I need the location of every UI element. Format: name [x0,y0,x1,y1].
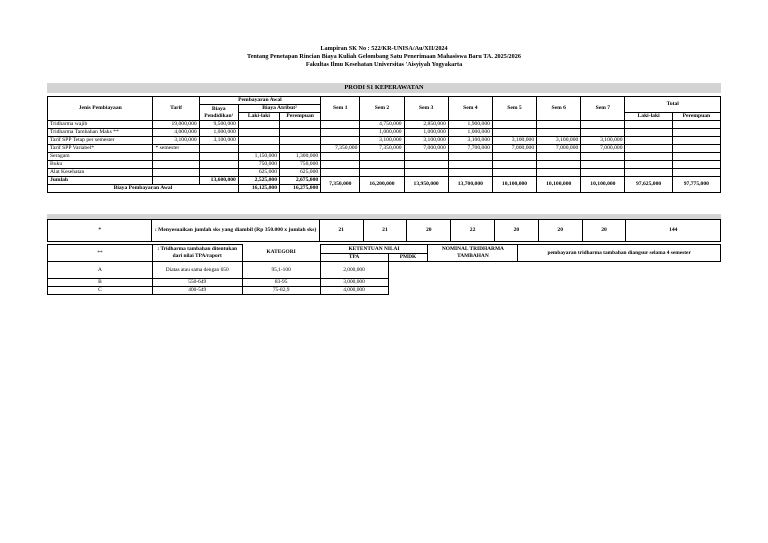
jumlah-s2: 16,200,000 [360,177,404,193]
cell-s7 [581,129,625,137]
kategori-cell-kat: A [48,262,153,279]
cell-jenis: Tarif SPP Variabel* [48,145,153,153]
cell-jenis: Tarif SPP Tetap per semester [48,137,153,145]
cell-tl [625,153,672,161]
cell-s2: 7,350,000 [360,145,404,153]
cell-tarif: 4,000,000 [153,129,199,137]
jumlah-total-perempuan: 97,775,000 [672,177,720,193]
cell-s2 [360,161,404,169]
kategori-cell-tpa: 400-549 [152,287,242,295]
cell-bp: 9,500,000 [199,121,238,129]
cell-jenis: Tridharma wajib [48,121,153,129]
col-total-perempuan: Perempuan [672,113,720,121]
sks-s5: 20 [494,220,538,242]
cell-s5: 3,100,000 [492,137,536,145]
kategori-cell-kat: C [48,287,153,295]
cell-s6 [537,153,581,161]
col-sem4: Sem 4 [448,97,492,121]
cell-s7 [581,121,625,129]
cell-ap [280,121,321,129]
cell-tarif: 19,000,000 [153,121,199,129]
jumlah-s7: 10,100,000 [581,177,625,193]
kategori-cell-pmdk: 83-95 [242,279,320,287]
biaya-awal-laki: 16,125,000 [238,185,279,193]
cell-ap: 1,300,000 [280,153,321,161]
kategori-cell-tpa: Diatas atau sama dengan 650 [152,262,242,279]
cell-bp: 1,000,000 [199,129,238,137]
cell-s1 [321,169,360,177]
cell-bp [199,169,238,177]
cell-s4: 1,900,000 [448,121,492,129]
cell-s3 [404,153,448,161]
kategori-cell-nom: 3,000,000 [320,279,388,287]
cell-tp [672,169,720,177]
tridharma-note: pembayaran tridharma tambahan diangsur selama 4 semester [518,245,721,262]
cell-tp [672,145,720,153]
cell-s6: 3,100,000 [537,137,581,145]
col-jenis: Jenis Pembiayaan [48,97,153,121]
cell-ap [280,145,321,153]
cell-jenis: Tridharma Tambahan Maks ** [48,129,153,137]
sks-s7: 20 [582,220,626,242]
cell-s2: 1,000,000 [360,129,404,137]
sks-s1: 21 [319,220,363,242]
doc-title-line3: Fakultas Ilmu Kesehatan Universitas 'Aisyiyah Yogyakarta [305,61,463,68]
cell-ap: 625,000 [280,169,321,177]
cell-tp [672,121,720,129]
jumlah-label: Jumlah [48,177,153,185]
tridharma-text: : Tridharma tambahan ditentukan dari nilai TPA/raport [152,245,242,262]
ketentuan-header: KETENTUAN NILAI [320,245,428,254]
cell-tarif: 3,100,000 [153,137,199,145]
sks-s3: 20 [407,220,451,242]
pmdk-header: PMDK [388,254,428,262]
cell-bp [199,153,238,161]
kategori-row [48,262,721,279]
jumlah-s5: 10,100,000 [492,177,536,193]
biaya-awal-perempuan: 16,275,000 [280,185,321,193]
cell-s7 [581,169,625,177]
table-row [48,145,721,153]
cell-tarif: * semester [153,145,199,153]
table-row [48,121,721,129]
cell-al [238,129,279,137]
cell-s5 [492,129,536,137]
cell-ap [280,129,321,137]
tpa-header: TPA [320,254,388,262]
cell-tp [672,161,720,169]
kategori-cell-nom: 4,000,000 [320,287,388,295]
jumlah-ap: 2,675,000 [280,177,321,185]
cell-tarif [153,153,199,161]
cell-s6 [537,161,581,169]
cell-tp [672,153,720,161]
kategori-cell-nom: 2,000,000 [320,262,388,279]
cell-tl [625,161,672,169]
col-sem5: Sem 5 [492,97,536,121]
col-sem7: Sem 7 [581,97,625,121]
jumlah-s3: 13,950,000 [404,177,448,193]
col-biaya-pendidikan: Biaya Pendidikan¹ [199,105,238,121]
cell-s4 [448,169,492,177]
cell-bp [199,145,238,153]
cell-s4: 3,100,000 [448,137,492,145]
table-row [48,169,721,177]
table-row [48,129,721,137]
col-sem2: Sem 2 [360,97,404,121]
jumlah-al: 2,525,000 [238,177,279,185]
cell-al [238,121,279,129]
jumlah-s6: 10,100,000 [537,177,581,193]
cell-al: 1,150,000 [238,153,279,161]
nominal-header: NOMINAL TRIDHARMA TAMBAHAN [428,245,518,262]
col-total-laki: Laki-laki [625,113,672,121]
cell-s4: 1,000,000 [448,129,492,137]
cell-jenis: Alat Kesehatan [48,169,153,177]
jumlah-s1: 7,350,000 [321,177,360,193]
cell-tp [672,137,720,145]
fee-table [47,96,721,193]
cell-s4 [448,153,492,161]
kategori-cell-kat: B [48,279,153,287]
cell-bp: 3,100,000 [199,137,238,145]
kategori-cell-pmdk: 95,1-100 [242,262,320,279]
cell-s7: 3,100,000 [581,137,625,145]
sks-mark: * [48,220,152,242]
cell-al [238,145,279,153]
cell-tl [625,121,672,129]
table-row [48,153,721,161]
cell-al: 750,000 [238,161,279,169]
cell-tl [625,145,672,153]
cell-bp [199,161,238,169]
cell-s2 [360,153,404,161]
col-pembayaran-awal: Pembayaran Awal [199,97,321,105]
tridharma-mark: ** [48,245,153,262]
sks-s6: 20 [538,220,582,242]
cell-s1 [321,153,360,161]
sks-text: : Menyesuaikan jumlah sks yang diambil (Rp 350.000 x jumlah sks) [152,220,319,242]
cell-s5 [492,161,536,169]
cell-s3: 1,000,000 [404,129,448,137]
cell-tp [672,129,720,137]
prodi-band: PRODI S1 KEPERAWATAN [47,83,721,93]
cell-tarif [153,161,199,169]
cell-s4 [448,161,492,169]
cell-ap [280,137,321,145]
cell-s3: 7,000,000 [404,145,448,153]
tridharma-table [47,244,721,295]
cell-s6 [537,169,581,177]
jumlah-s4: 13,700,000 [448,177,492,193]
cell-s6 [537,129,581,137]
cell-s7: 7,000,000 [581,145,625,153]
cell-s3 [404,169,448,177]
doc-title-line1: Lampiran SK No : 522/KR-UNISA/Au/XII/2024 [320,45,448,52]
col-atribut-laki: Laki-laki [238,113,279,121]
cell-jenis: Buku [48,161,153,169]
cell-s7 [581,153,625,161]
col-atribut-perempuan: Perempuan [280,113,321,121]
cell-tl [625,169,672,177]
jumlah-total-laki: 97,625,000 [625,177,672,193]
cell-s3 [404,161,448,169]
col-sem6: Sem 6 [537,97,581,121]
cell-s5 [492,153,536,161]
cell-s5 [492,169,536,177]
cell-jenis: Seragam [48,153,153,161]
cell-al [238,137,279,145]
cell-s1 [321,161,360,169]
cell-tarif [153,169,199,177]
cell-s3: 3,100,000 [404,137,448,145]
cell-s4: 7,700,000 [448,145,492,153]
cell-s1 [321,129,360,137]
cell-ap: 750,000 [280,161,321,169]
kategori-row [48,287,721,295]
table-row [48,161,721,169]
col-total: Total [625,97,721,113]
col-sem1: Sem 1 [321,97,360,121]
cell-s2: 4,750,000 [360,121,404,129]
kategori-row [48,279,721,287]
sks-s2: 21 [363,220,407,242]
sks-table [47,219,721,242]
table-row [48,137,721,145]
cell-s6: 7,000,000 [537,145,581,153]
cell-s6 [537,121,581,129]
jumlah-bp: 13,600,000 [199,177,238,185]
cell-s5: 7,000,000 [492,145,536,153]
kategori-cell-tpa: 550-649 [152,279,242,287]
col-biaya-atribut: Biaya Atribut² [238,105,320,113]
cell-s1: 7,350,000 [321,145,360,153]
sks-s4: 22 [451,220,495,242]
kategori-cell-pmdk: 75-82,9 [242,287,320,295]
cell-s3: 2,850,000 [404,121,448,129]
kategori-header: KATEGORI [242,245,320,262]
sks-total: 144 [626,220,721,242]
cell-s5 [492,121,536,129]
cell-s7 [581,161,625,169]
doc-title-line2: Tentang Penetapan Rincian Biaya Kuliah Gelombang Satu Penerimaan Mahasiswa Baru TA. 2025/2026 [247,53,521,60]
cell-s1 [321,121,360,129]
cell-s2 [360,169,404,177]
cell-tl [625,137,672,145]
cell-s1 [321,137,360,145]
cell-s2: 3,100,000 [360,137,404,145]
biaya-awal-label: Biaya Pembayaran Awal [48,185,239,193]
cell-tl [625,129,672,137]
col-tarif: Tarif [153,97,199,121]
cell-al: 625,000 [238,169,279,177]
col-sem3: Sem 3 [404,97,448,121]
